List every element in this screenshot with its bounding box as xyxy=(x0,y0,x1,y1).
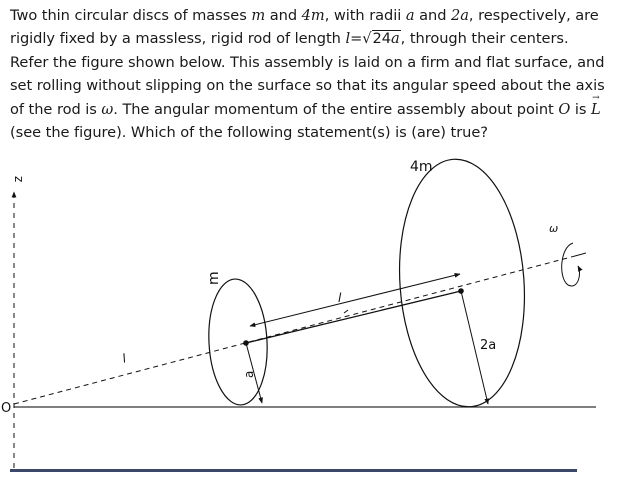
math-point-O: O xyxy=(558,100,571,118)
bottom-divider xyxy=(10,469,577,472)
problem-text: , through their centers. Refer the figure shown below. This assembly is laid on a firm and flat surface, and set rolling without slipping on the surface so that its angular speed about the axis of the rod is xyxy=(10,30,605,118)
math-omega: ω xyxy=(101,100,114,118)
problem-text: , respectively, are rigidly fixed by a massless, rigid rod of length xyxy=(10,7,599,48)
problem-text: , with radii xyxy=(324,7,406,24)
math-mass-4m: 4m xyxy=(301,7,325,24)
sqrt-sign: √ xyxy=(362,30,372,48)
sqrt-variable: a xyxy=(390,30,400,48)
math-mass-m: m xyxy=(251,7,266,24)
math-length-l: l xyxy=(345,30,351,48)
sqrt-number: 24 xyxy=(372,30,391,48)
problem-text: and xyxy=(265,7,302,24)
math-vector-L: → L xyxy=(591,98,601,121)
problem-text: . The angular momentum of the entire assembly about point xyxy=(113,100,559,118)
problem-text: is xyxy=(570,100,591,118)
rod-length-label-lower: l xyxy=(120,351,128,366)
problem-text: and xyxy=(414,7,452,24)
small-mass-label: m xyxy=(206,271,222,285)
omega-label: ω xyxy=(549,222,559,235)
axis-end-dash xyxy=(575,253,586,256)
math-radius-2a: 2a xyxy=(451,7,469,24)
omega-rotation-arrow xyxy=(562,243,580,286)
large-radius-label: 2a xyxy=(480,338,497,353)
rigid-rod xyxy=(246,291,461,343)
math-radius-a: a xyxy=(405,7,415,24)
axis-dashed-line xyxy=(14,256,575,404)
large-mass-label: 4m xyxy=(410,159,433,175)
problem-text: Two thin circular discs of masses xyxy=(10,7,252,24)
problem-statement xyxy=(10,4,610,144)
math-equals: = xyxy=(350,30,363,48)
problem-text: (see the figure). Which of the following statement(s) is (are) true? xyxy=(10,124,488,142)
rod-tick xyxy=(344,310,348,313)
small-disc xyxy=(206,278,271,407)
rod-dimension-arrow xyxy=(250,274,460,326)
small-radius-label: a xyxy=(242,370,256,378)
z-axis-label: z xyxy=(12,176,26,183)
rod-length-label-upper: l xyxy=(338,291,342,305)
physics-figure xyxy=(0,150,620,486)
sqrt-expression xyxy=(372,30,401,47)
large-disc xyxy=(392,155,533,411)
origin-label: O xyxy=(1,401,12,416)
